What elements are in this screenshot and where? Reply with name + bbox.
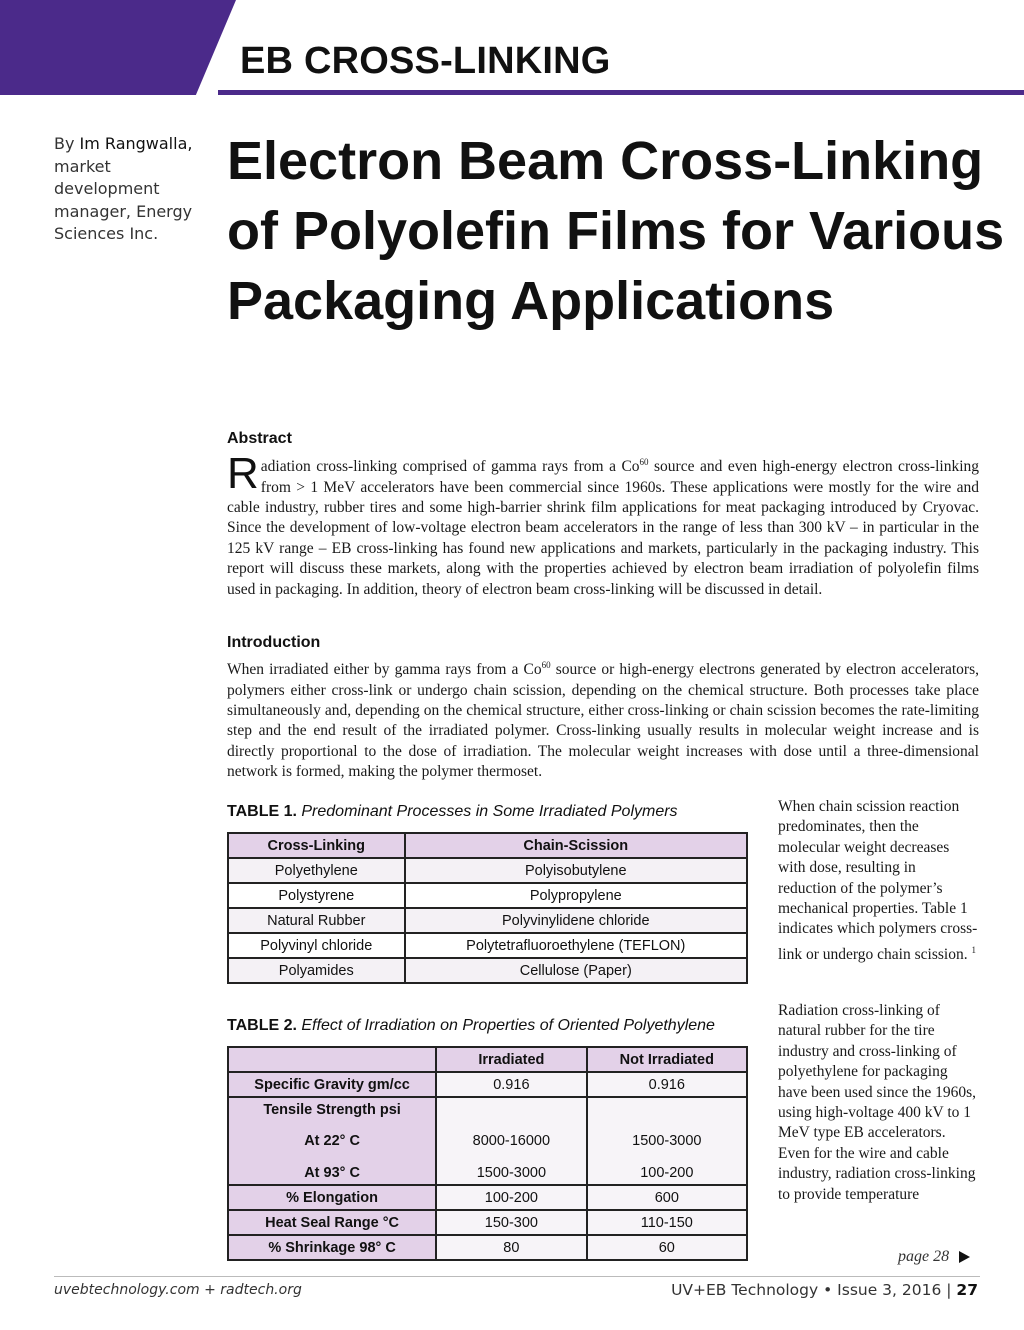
table-cell: Polypropylene — [405, 883, 747, 908]
table-cell — [436, 1097, 586, 1121]
table-cell: 1500-3000 — [587, 1121, 747, 1161]
table-cell — [587, 1097, 747, 1121]
abstract-heading: Abstract — [227, 430, 292, 447]
table-cell: Polyethylene — [228, 858, 405, 883]
table-row — [228, 908, 747, 933]
table-cell: 80 — [436, 1235, 586, 1260]
row-label: % Shrinkage 98° C — [228, 1235, 436, 1260]
article-title: Electron Beam Cross-Linking of Polyolefin Films for Various Packaging Applications — [227, 131, 1005, 331]
table-cell: Natural Rubber — [228, 908, 405, 933]
row-label: Specific Gravity gm/cc — [228, 1072, 436, 1097]
table-cell: Polyvinylidene chloride — [405, 908, 747, 933]
table-cell: 0.916 — [587, 1072, 747, 1097]
table-row — [228, 1072, 747, 1097]
table-cell: 110-150 — [587, 1210, 747, 1235]
table-cell: Polytetrafluoroethylene (TEFLON) — [405, 933, 747, 958]
introduction-body — [227, 655, 979, 783]
table-cell: 600 — [587, 1185, 747, 1210]
row-label: % Elongation — [228, 1185, 436, 1210]
table1-header-chain-scission: Chain-Scission — [405, 833, 747, 858]
table-row — [228, 1097, 747, 1121]
arrow-right-icon — [959, 1251, 970, 1263]
side-column-paragraph-2: Radiation cross-linking of natural rubber for the tire industry and cross-linking of polyethylene for packaging have been used since the 1960s, using high-voltage 400 kV to 1 MeV type EB accelerators. Even for the wire and cable industry, radiation cross-linking to provide temperature — [778, 1002, 976, 1203]
author-name: Im Rangwalla, — [79, 134, 193, 153]
table-cell: Polystyrene — [228, 883, 405, 908]
table-row — [228, 1235, 747, 1260]
byline — [54, 133, 214, 246]
table1-label: TABLE 1. — [227, 803, 297, 820]
table-cell: 1500-3000 — [436, 1161, 586, 1185]
table2-label: TABLE 2. — [227, 1017, 297, 1034]
table-header-row — [228, 1047, 747, 1072]
table-cell: 100-200 — [436, 1185, 586, 1210]
footer-issue-text: UV+EB Technology • Issue 3, 2016 | — [671, 1281, 957, 1299]
drop-cap: R — [227, 449, 259, 498]
row-label: At 22° C — [228, 1121, 436, 1161]
table-row — [228, 958, 747, 983]
table1-caption — [227, 803, 678, 821]
table-cell: Cellulose (Paper) — [405, 958, 747, 983]
footer-websites: uvebtechnology.com + radtech.org — [54, 1282, 302, 1298]
table2-header-empty — [228, 1047, 436, 1072]
author-role: market development manager, Energy Sciences Inc. — [54, 156, 193, 243]
table2 — [227, 1046, 748, 1261]
table-cell: Polyisobutylene — [405, 858, 747, 883]
table-row — [228, 1210, 747, 1235]
introduction-heading: Introduction — [227, 634, 321, 651]
intro-text-a: When irradiated either by gamma rays from a Co — [227, 661, 542, 679]
header-accent-tab — [0, 0, 236, 95]
abstract-superscript: 60 — [639, 457, 649, 467]
table-cell: 0.916 — [436, 1072, 586, 1097]
table-cell: 8000-16000 — [436, 1121, 586, 1161]
abstract-body — [227, 449, 979, 600]
table-header-row — [228, 833, 747, 858]
footer-issue — [671, 1281, 978, 1299]
table-row — [228, 933, 747, 958]
header-rule — [218, 90, 1024, 95]
table1 — [227, 832, 748, 984]
table-row — [228, 1161, 747, 1185]
abstract-text-b: source and even high-energy electron cross-linking from > 1 MeV accelerators have been commercial since 1960s. These applications were mostly for the wire and cable industry, rubber tires and some high-barrier shrink film applications for meat packaging introduced by Cryovac. Since the development of low-voltage electron beam accelerators in the range of less than 300 kV – in particular in the 125 kV range – EB cross-linking has found new applications and markets, particularly in the packaging industry. This report will discuss these markets, along with the properties achieved by electron beam irradiation of polyolefin films used in packaging. In addition, theory of electron beam cross-linking will be discussed in detail. — [227, 458, 979, 598]
table-cell: Polyamides — [228, 958, 405, 983]
section-title: EB CROSS-LINKING — [240, 40, 611, 82]
table-cell: 60 — [587, 1235, 747, 1260]
table-row — [228, 858, 747, 883]
row-label: Heat Seal Range °C — [228, 1210, 436, 1235]
side-column-paragraph-1 — [778, 797, 978, 965]
intro-superscript: 60 — [541, 660, 551, 670]
table2-header-irradiated: Irradiated — [436, 1047, 586, 1072]
footnote-ref: 1 — [971, 944, 976, 955]
page-number: 27 — [956, 1281, 978, 1299]
table2-caption-text: Effect of Irradiation on Properties of Oriented Polyethylene — [296, 1017, 715, 1034]
continued-on-page[interactable] — [898, 1248, 970, 1266]
table-cell: 100-200 — [587, 1161, 747, 1185]
continued-text: page 28 — [898, 1248, 950, 1265]
table1-caption-text: Predominant Processes in Some Irradiated Polymers — [296, 803, 678, 820]
footer-rule — [54, 1276, 980, 1277]
table-row — [228, 1121, 747, 1161]
row-label: At 93° C — [228, 1161, 436, 1185]
intro-text-b: source or high-energy electrons generated by electron accelerators, polymers either cross-link or undergo chain scission, depending on the chemical structure. Both processes take place simultaneously and, depending on the chemical structure, either cross-linking or chain scission becomes the rate-limiting step and the end result of the irradiated polymer. Cross-linking usually results in molecular weight increase and is directly proportional to the dose of irradiation. The molecular weight increases with dose until a three-dimensional network is formed, making the polymer thermoset. — [227, 661, 979, 781]
table2-caption — [227, 1017, 715, 1035]
byline-prefix: By — [54, 134, 80, 153]
table-cell: Polyvinyl chloride — [228, 933, 405, 958]
side-para1-text: When chain scission reaction predominates, then the molecular weight decreases with dose, resulting in reduction of the polymer’s mechanical properties. Table 1 indicates which polymers cross-link or undergo chain scission. — [778, 798, 978, 963]
table-row — [228, 1185, 747, 1210]
row-label: Tensile Strength psi — [228, 1097, 436, 1121]
table2-header-not-irradiated: Not Irradiated — [587, 1047, 747, 1072]
table-cell: 150-300 — [436, 1210, 586, 1235]
table1-header-cross-linking: Cross-Linking — [228, 833, 405, 858]
table-row — [228, 883, 747, 908]
abstract-text-a: adiation cross-linking comprised of gamma rays from a Co — [260, 458, 640, 476]
